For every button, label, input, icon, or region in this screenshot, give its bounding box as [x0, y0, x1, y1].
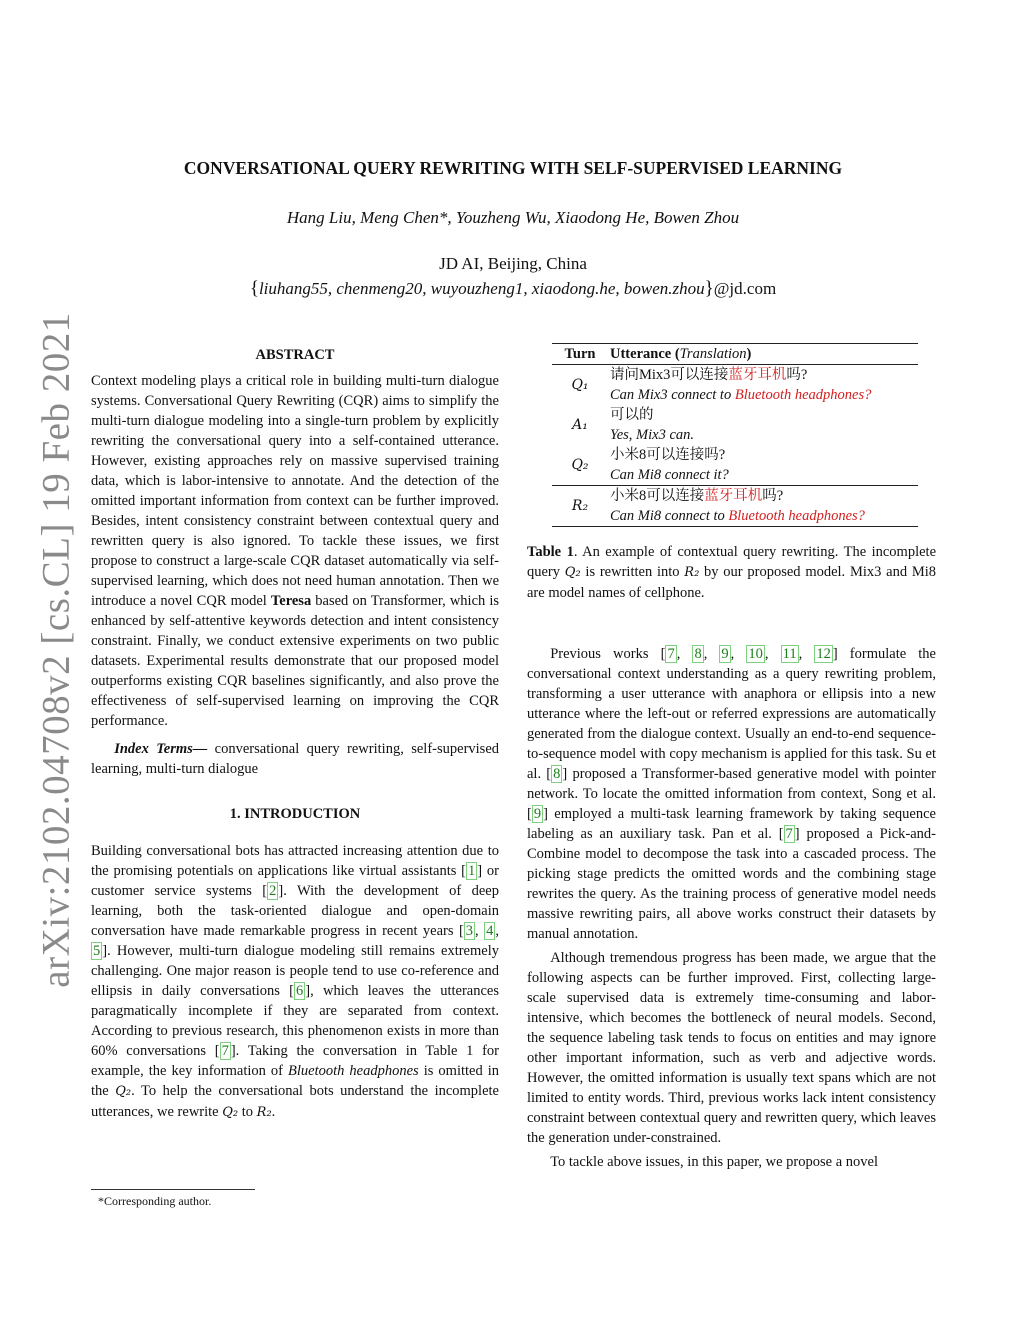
- index-terms: Index Terms— conversational query rewriting, self-supervised learning, multi-turn dialogue: [91, 741, 499, 777]
- table-caption: Table 1. An example of contextual query rewriting. The incomplete query Q₂ is rewritten into R₂ by our proposed model. Mix3 and Mi8 are model names of cellphone.: [527, 544, 937, 601]
- email-open-brace: {: [249, 278, 259, 299]
- body-paragraph: Although tremendous progress has been made, we argue that the following aspects can be further improved. First, collecting large-scale supervised data is extremely time-consuming and labor-intensive, which becomes the bottleneck of neural models. Second, the sequence labeling task tends to focus on entities and may ignore other important information, such as verb and adjective words. However, the omitted information is usually text spans which are not limited to entity words. Third, previous works lack intent consistency constraint between contextual query and rewritten query, which leaves the generation under-constrained.: [527, 950, 936, 1146]
- citation-link[interactable]: 4: [486, 923, 494, 939]
- table-row: Q₁ 请问Mix3可以连接蓝牙耳机吗?: [571, 367, 808, 393]
- email-names: liuhang55, chenmeng20, wuyouzheng1, xiaodong.he, bowen.zhou: [258, 279, 705, 298]
- email-domain: @jd.com: [713, 279, 777, 298]
- footnote: *Corresponding author.: [98, 1194, 212, 1208]
- body-paragraph: Previous works [ 7 , 8 , 9 , 10 , 11 , 12 ] formulate the conversational context understanding as a query rewriting problem, transforming a user utterance with anaphora or ellipsis into a new utterance where the left-out or referred expressions are automatically generated from the dialogue context. Usually an end-to-end sequence-to-sequence model with copy mechanism is applied for this task. Su et al. [ 8 ] proposed a Transformer-based generative model with pointer network. To locate the omitted information from context, Song et al. [ 9 ] employed a multi-task learning framework by taking sequence labeling as an auxiliary task. Pan et al. [ 7 ] proposed a Pick-and-Combine model to decompose the task into a cascaded process. The picking stage predicts the omitted words and the combining stage rewrites the query. As the training process of generative model needs massive rewriting pairs, all above works construct their datasets by manual annotation.: [527, 646, 937, 942]
- arxiv-side-stamp: arXiv:2102.04708v2 [cs.CL] 19 Feb 2021: [34, 312, 78, 988]
- table-header-turn: Turn: [552, 344, 608, 365]
- right-column: [527, 644, 936, 1172]
- affiliation: JD AI, Beijing, China: [439, 254, 587, 273]
- citation-link[interactable]: 7: [785, 826, 793, 842]
- table-row: Can Mi8 connect to Bluetooth headphones?: [552, 506, 918, 527]
- table-row: Can Mix3 connect to Bluetooth headphones?: [610, 387, 872, 403]
- citation-link[interactable]: 7: [221, 1043, 229, 1059]
- citation-link[interactable]: 5: [93, 943, 101, 959]
- citation-link[interactable]: 2: [269, 883, 277, 899]
- intro-paragraph: Building conversational bots has attracted increasing attention due to the promising potentials on applications like virtual assistants [ 1 ] or customer service systems [ 2 ]. With the development of deep learning, both the task-oriented dialogue and open-domain conversation have made remarkable progress in recent years [ 3 , 4 , 5 ]. However, multi-turn dialogue modeling still remains extremely challenging. One major reason is people tend to use co-reference and ellipsis in daily conversations [ 6 ], which leaves the utterances paragmatically incomplete if they are separated from context. According to previous research, this phenomenon exists in more than 60% conversations [ 7 ]. Taking the conversation in Table 1 for example, the key information of Bluetooth headphones is omitted in the Q₂. To help the conversational bots understand the incomplete utterances, we rewrite Q₂ to R₂.: [91, 843, 500, 1120]
- citation-link[interactable]: 9: [721, 646, 729, 662]
- citation-link[interactable]: 11: [782, 646, 797, 662]
- citation-link[interactable]: 1: [468, 863, 476, 879]
- citation-link[interactable]: 12: [816, 646, 831, 662]
- citation-link[interactable]: 9: [533, 806, 542, 822]
- left-column: [91, 345, 499, 1123]
- author-list: Hang Liu, Meng Chen*, Youzheng Wu, Xiaodong He, Bowen Zhou: [286, 208, 740, 227]
- table-row: Q₂ 小米8可以连接吗?: [571, 447, 726, 473]
- math-q2: Q₂: [115, 1084, 132, 1099]
- abstract-paragraph: Context modeling plays a critical role in building multi-turn dialogue systems. Conversational Query Rewriting (CQR) aims to simplify the multi-turn dialogue modeling into a single-turn problem by explicitly rewriting the conversational query into a self-contained utterance. However, existing approaches rely on massive supervised training data, which is labor-intensive to annotate. And the detection of the omitted important information from context can be further improved. Besides, intent consistency constraint between contextual query and rewritten query is also ignored. To tackle these issues, we first propose to construct a large-scale CQR dataset automatically via self-supervised learning, which does not need human annotation. Then we introduce a novel CQR model Teresa based on Transformer, which is enhanced by self-attentive keywords detection and intent consistency constraint. Finally, we conduct extensive experiments on two public datasets. Experimental results demonstrate that our proposed model outperforms existing CQR baselines significantly, and also prove the effectiveness of self-supervised learning on improving the CQR performance.: [91, 373, 500, 729]
- example-table: [552, 343, 918, 527]
- math-q2: Q₂: [222, 1105, 239, 1120]
- table-row: Yes, Mix3 can.: [610, 427, 695, 443]
- email-line: [90, 278, 936, 300]
- citation-link[interactable]: 3: [465, 923, 474, 939]
- citation-link[interactable]: 7: [667, 646, 675, 662]
- paper-title: CONVERSATIONAL QUERY REWRITING WITH SELF-SUPERVISED LEARNING: [183, 158, 843, 178]
- body-paragraph: To tackle above issues, in this paper, we propose a novel: [550, 1154, 878, 1170]
- table-header-utterance: Utterance (Translation): [608, 344, 918, 365]
- table-row: R₂ 小米8可以连接蓝牙耳机吗?: [552, 486, 918, 507]
- citation-link[interactable]: 10: [748, 646, 763, 662]
- email-close-brace: }: [704, 278, 714, 299]
- citation-link[interactable]: 8: [694, 646, 702, 662]
- table-row: Can Mi8 connect it?: [610, 467, 729, 483]
- footnote-rule: [91, 1189, 255, 1190]
- table-row: A₁ 可以的: [572, 407, 654, 433]
- abstract-heading: ABSTRACT: [255, 347, 335, 363]
- model-name: Teresa: [270, 593, 312, 609]
- citation-link[interactable]: 6: [296, 983, 304, 999]
- citation-link[interactable]: 8: [553, 766, 561, 782]
- intro-heading: 1. INTRODUCTION: [229, 806, 361, 822]
- math-r2: R₂: [256, 1105, 272, 1120]
- index-terms-label: Index Terms—: [114, 741, 208, 757]
